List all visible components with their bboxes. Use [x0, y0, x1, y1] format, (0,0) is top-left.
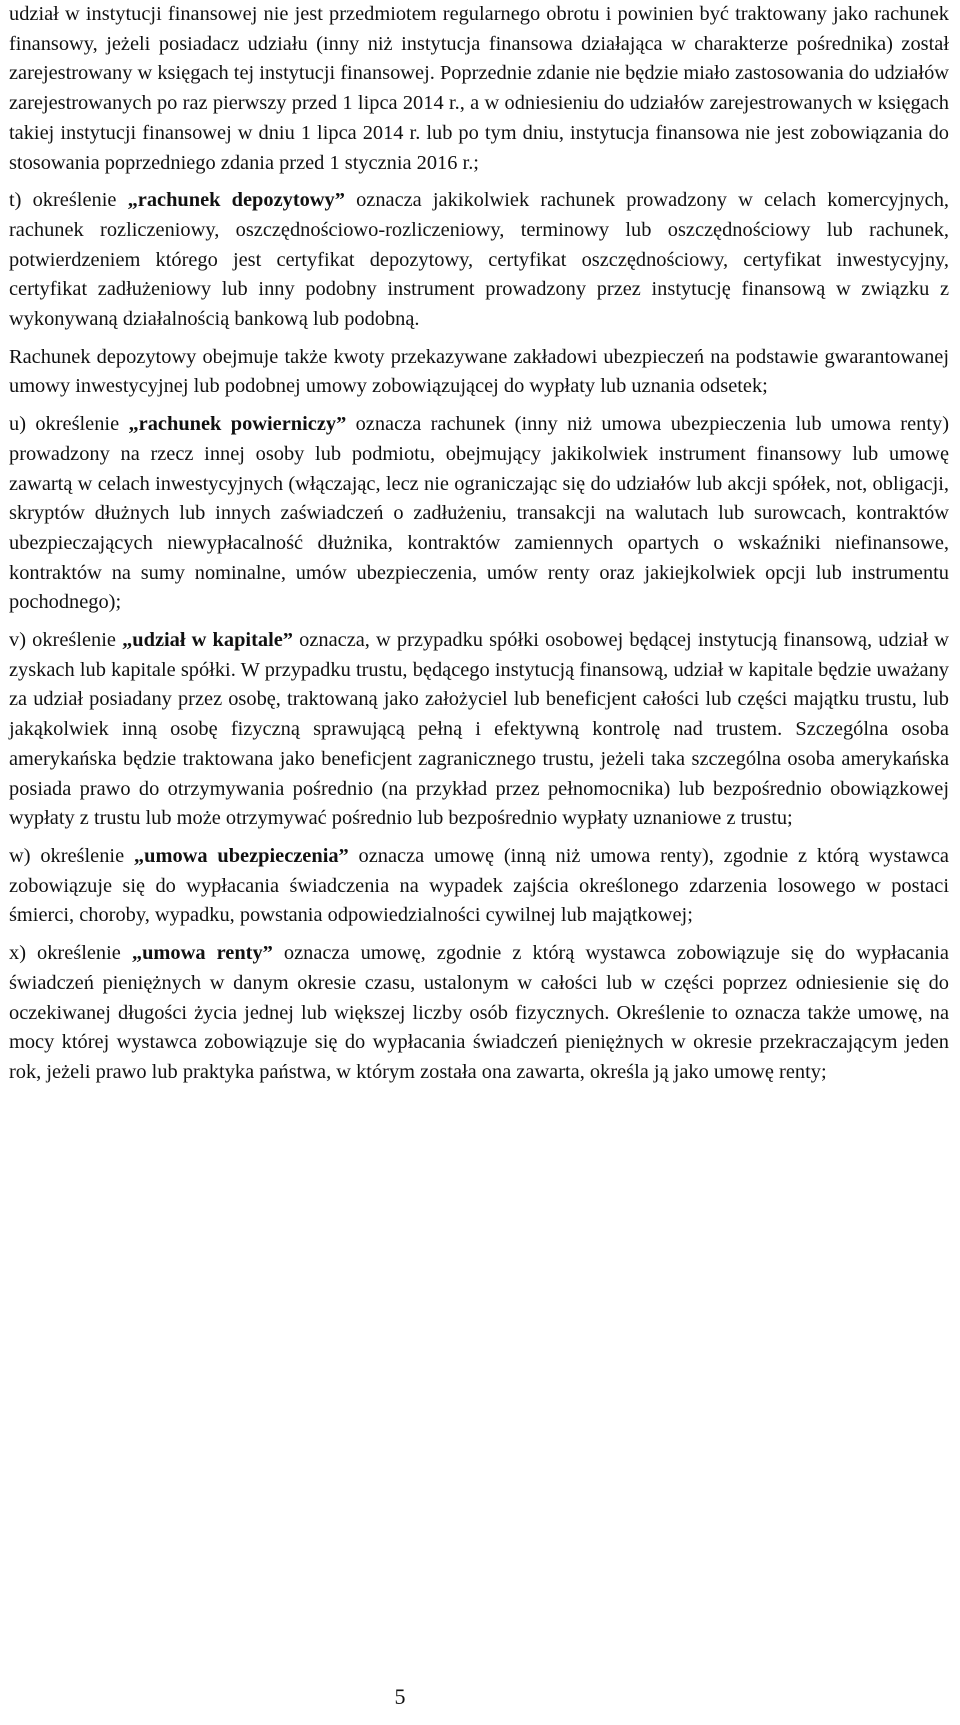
page-number: 5: [394, 1684, 406, 1709]
definition-x-body: oznacza umowę, zgodnie z którą wystawca zobowiązuje się do wypłacania świadczeń pieniężnych w danym okresie czasu, ustalonym w całości lub w części poprzez odniesienie się do oczekiwanej długości życia jednej lub większej liczby osób fizycznych. Określenie to oznacza także umowę, na mocy której wystawca zobowiązuje się do wypłacania świadczeń pieniężnych w okresie przekraczającym jeden rok, jeżeli prawo lub praktyka państwa, w którym została ona zawarta, określa ją jako umowę renty;: [9, 942, 949, 1083]
definition-x: [9, 939, 949, 1088]
intro-paragraph: [9, 0, 949, 178]
definition-u-body: oznacza rachunek (inny niż umowa ubezpieczenia lub umowa renty) prowadzony na rzecz innej osoby lub podmiotu, obejmujący jakikolwiek instrument finansowy lub umowę zawartą w celach inwestycyjnych (włączając, lecz nie ograniczając się do udziałów lub akcji spółek, not, obligacji, skryptów dłużnych lub innych zaświadczeń o zadłużeniu, transakcji na walutach lub surowcach, kontraktów ubezpieczających niewypłacalność dłużnika, kontraktów zamiennych opartych o wskaźniki niefinansowe, kontraktów na sumy nominalne, umów ubezpieczenia, umów renty oraz jakiejkolwiek opcji lub instrumentu pochodnego);: [9, 413, 949, 614]
definition-u: [9, 410, 949, 618]
definition-v-prefix: v) określenie: [9, 629, 123, 652]
definition-t-continuation: [9, 343, 949, 402]
definition-t-prefix: t) określenie: [9, 189, 128, 212]
definition-v-body: oznacza, w przypadku spółki osobowej będącej instytucją finansową, udział w zyskach lub kapitale spółki. W przypadku trustu, będącego instytucją finansową, udział w kapitale będzie uważany za udział posiadany przez osobę, traktowaną jako założyciel lub beneficjent całości lub części majątku trustu, lub jakąkolwiek inną osobę fizyczną sprawującą pełną i efektywną kontrolę nad trustem. Szczególna osoba amerykańska będzie traktowana jako beneficjent zagranicznego trustu, jeżeli taka szczególna osoba amerykańska posiada prawo do otrzymywania pośrednio (na przykład przez pełnomocnika) lub bezpośrednio obowiązkowej wypłaty z trustu lub może otrzymywać pośrednio lub bezpośrednio wypłaty uznaniowe z trustu;: [9, 629, 949, 830]
definition-x-term: „umowa renty”: [131, 942, 273, 965]
definition-w-body: oznacza umowę (inną niż umowa renty), zgodnie z którą wystawca zobowiązuje się do wypłacania świadczenia na wypadek zajścia określonego zdarzenia losowego w postaci śmierci, choroby, wypadku, powstania odpowiedzialności cywilnej lub majątkowej;: [9, 844, 949, 927]
definition-v-term: „udział w kapitale”: [122, 629, 293, 652]
definition-t-term: „rachunek depozytowy”: [127, 189, 345, 212]
document-page: [9, 0, 949, 1088]
definition-t: [9, 186, 949, 335]
definition-t-body: oznacza jakikolwiek rachunek prowadzony w celach komercyjnych, rachunek rozliczeniowy, oszczędnościowo-rozliczeniowy, terminowy lub oszczędnościowy lub rachunek, potwierdzeniem którego jest certyfikat depozytowy, certyfikat oszczędnościowy, certyfikat inwestycyjny, certyfikat zadłużeniowy lub inny podobny instrument prowadzony przez instytucję finansową w związku z wykonywaną działalnością bankową lub podobną.: [9, 189, 949, 331]
definition-x-prefix: x) określenie: [9, 942, 132, 965]
definition-u-term: „rachunek powierniczy”: [128, 413, 347, 436]
definition-w-term: „umowa ubezpieczenia”: [133, 844, 349, 867]
definition-w: [9, 842, 949, 931]
definition-v: [9, 626, 949, 834]
definition-t-continuation-text: Rachunek depozytowy obejmuje także kwoty przekazywane zakładowi ubezpieczeń na podstawie gwarantowanej umowy inwestycyjnej lub podobnej umowy zobowiązującej do wypłaty lub uznania odsetek;: [9, 345, 949, 398]
definition-w-prefix: w) określenie: [9, 844, 134, 867]
intro-text: udział w instytucji finansowej nie jest przedmiotem regularnego obrotu i powinien być traktowany jako rachunek finansowy, jeżeli posiadacz udziału (inny niż instytucja finansowa działająca w charakterze pośrednika) został zarejestrowany w księgach tej instytucji finansowej. Poprzednie zdanie nie będzie miało zastosowania do udziałów zarejestrowanych po raz pierwszy przed 1 lipca 2014 r., a w odniesieniu do udziałów zarejestrowanych w księgach takiej instytucji finansowej w dniu 1 lipca 2014 r. lub po tym dniu, instytucja finansowa nie jest zobowiązania do stosowania poprzedniego zdania przed 1 stycznia 2016 r.;: [9, 3, 949, 174]
definition-u-prefix: u) określenie: [9, 413, 129, 436]
